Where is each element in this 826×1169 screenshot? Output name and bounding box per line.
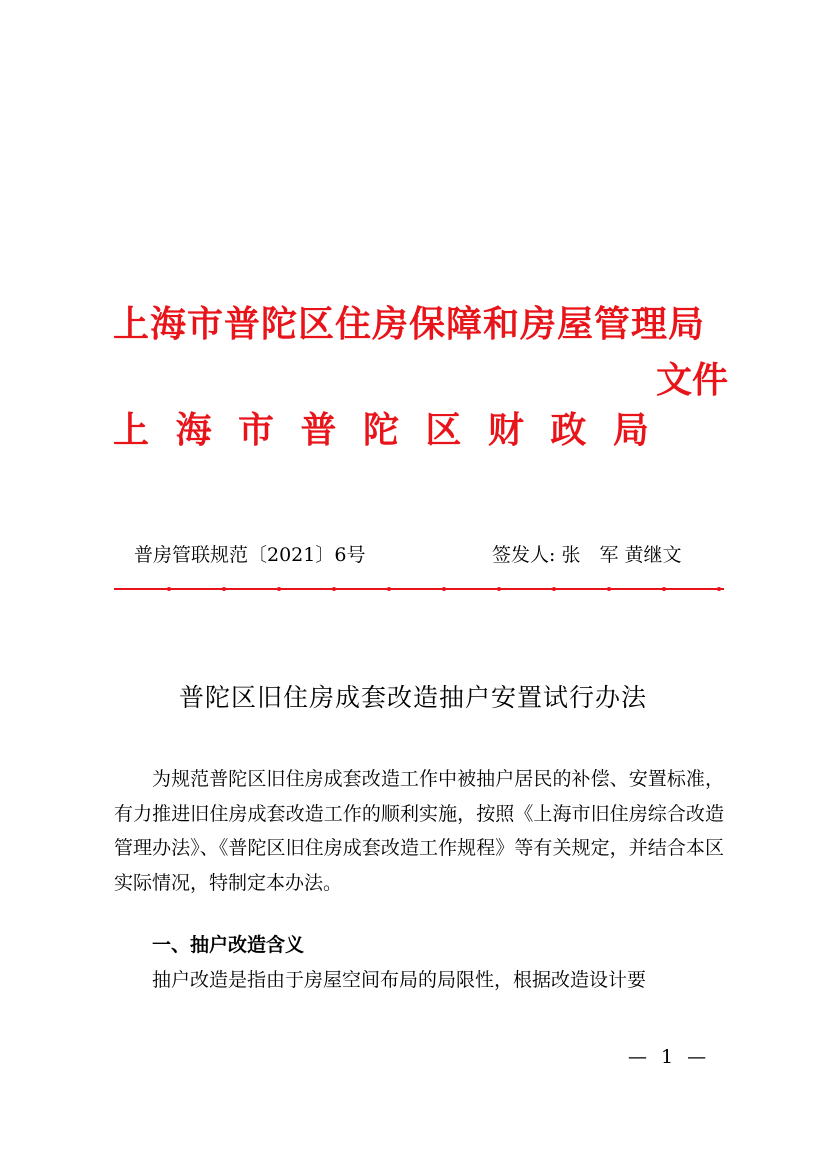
- rule-dot: [277, 587, 281, 591]
- rule-dot: [332, 587, 336, 591]
- rule-dot: [497, 587, 501, 591]
- document-number: 普房管联规范〔2021〕6号: [134, 544, 366, 566]
- issuer-char: 区: [425, 410, 462, 451]
- issuer-char: 局: [612, 410, 649, 451]
- rule-dot: [552, 587, 556, 591]
- page-number: — 1 —: [628, 1046, 711, 1068]
- rule-dot: [387, 587, 391, 591]
- document-title: 普陀区旧住房成套改造抽户安置试行办法: [178, 683, 647, 712]
- issuer-char: 普: [300, 410, 337, 451]
- body-paragraph: 为规范普陀区旧住房成套改造工作中被抽户居民的补偿、安置标准，有力推进旧住房成套改造工作的顺利实施，按照《上海市旧住房综合改造管理办法》、《普陀区旧住房成套改造工作规程》等有关规定，并结合本区实际情况，特制定本办法。: [114, 768, 724, 894]
- rule-dot: [717, 587, 721, 591]
- section-heading: 一、抽户改造含义: [152, 934, 305, 956]
- red-divider: [114, 588, 724, 590]
- issuer-char: 陀: [362, 410, 399, 451]
- issuer-char: 海: [175, 410, 212, 451]
- issuer-char: 市: [237, 410, 274, 451]
- rule-dot: [442, 587, 446, 591]
- issuer-housing-bureau: 上海市普陀区住房保障和房屋管理局: [113, 304, 706, 345]
- rule-dot: [167, 587, 171, 591]
- document-type-label: 文件: [656, 360, 729, 401]
- issuer-char: 财: [487, 410, 524, 451]
- signers: 签发人: 张 军 黄继文: [492, 544, 682, 566]
- body-paragraph: 抽户改造是指由于房屋空间布局的局限性，根据改造设计要: [152, 969, 647, 991]
- rule-dot: [662, 587, 666, 591]
- rule-dot: [222, 587, 226, 591]
- issuer-char: 政: [550, 410, 587, 451]
- issuer-char: 上: [113, 410, 150, 451]
- rule-dot: [607, 587, 611, 591]
- issuer-finance-bureau: [113, 402, 649, 453]
